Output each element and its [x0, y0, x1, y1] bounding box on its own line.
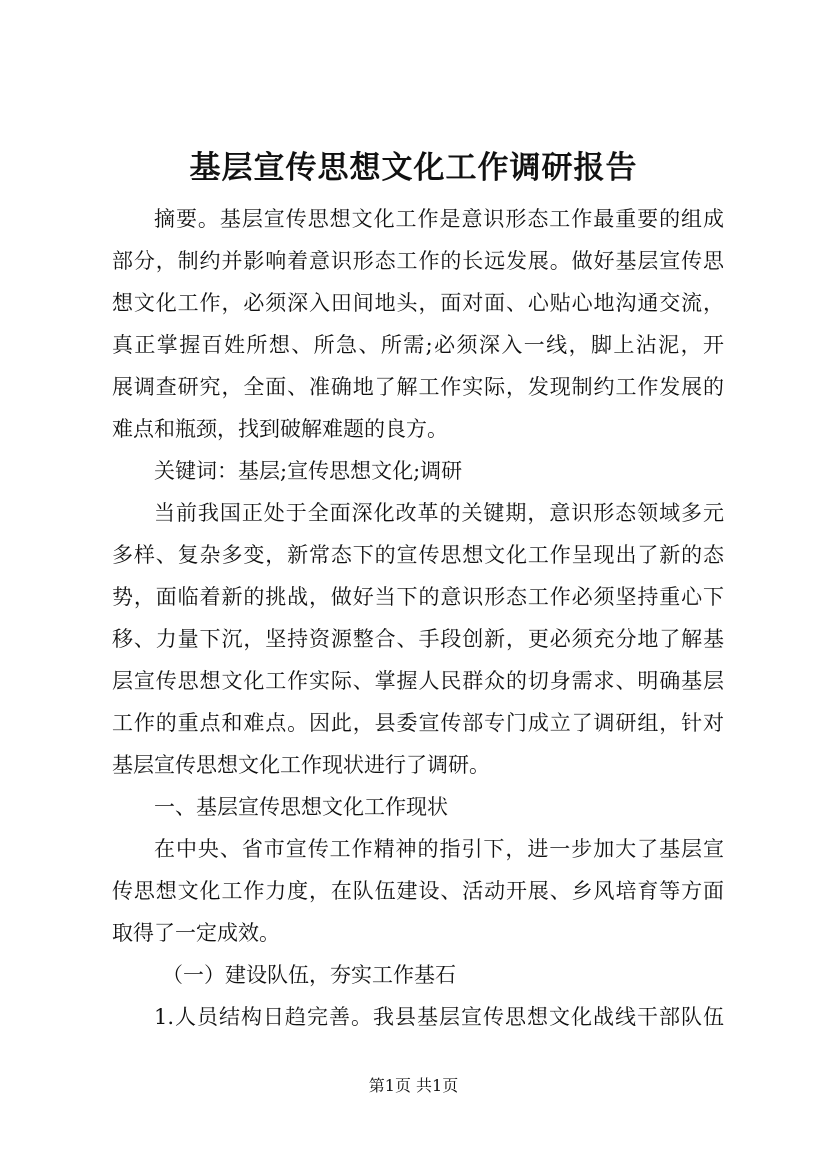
text-line: 真正掌握百姓所想、所急、所需;必须深入一线，脚上沾泥，开: [112, 333, 724, 357]
text-line: 基层宣传思想文化工作现状进行了调研。: [112, 753, 490, 777]
document-title: 基层宣传思想文化工作调研报告: [189, 150, 638, 186]
text-line: 移、力量下沉，坚持资源整合、手段创新，更必须充分地了解基: [112, 627, 724, 651]
text-line: 摘要。基层宣传思想文化工作是意识形态工作最重要的组成: [154, 207, 724, 231]
text-line: 当前我国正处于全面深化改革的关键期，意识形态领域多元: [154, 501, 724, 525]
text-line: 展调查研究，全面、准确地了解工作实际，发现制约工作发展的: [112, 375, 724, 399]
text-line: 层宣传思想文化工作实际、掌握人民群众的切身需求、明确基层: [112, 669, 724, 693]
text-line: 难点和瓶颈，找到破解难题的良方。: [112, 417, 448, 441]
text-line: 部分，制约并影响着意识形态工作的长远发展。做好基层宣传思: [112, 249, 724, 273]
text-line: 传思想文化工作力度，在队伍建设、活动开展、乡风培育等方面: [112, 879, 724, 903]
text-line: 工作的重点和难点。因此，县委宣传部专门成立了调研组，针对: [112, 711, 724, 735]
section-heading: 一、基层宣传思想文化工作现状: [154, 795, 448, 819]
text-line: 1.人员结构日趋完善。我县基层宣传思想文化战线干部队伍: [154, 1005, 724, 1029]
text-line: 取得了一定成效。: [112, 921, 280, 945]
text-line: 想文化工作，必须深入田间地头，面对面、心贴心地沟通交流，: [112, 291, 724, 315]
text-line: 多样、复杂多变，新常态下的宣传思想文化工作呈现出了新的态: [112, 543, 724, 567]
page-number: 第1页 共1页: [368, 1076, 459, 1095]
text-line: 势，面临着新的挑战，做好当下的意识形态工作必须坚持重心下: [112, 585, 724, 609]
keywords-line: 关键词：基层;宣传思想文化;调研: [154, 459, 463, 483]
document-body: [112, 198, 724, 1038]
text-line: 在中央、省市宣传工作精神的指引下，进一步加大了基层宣: [154, 837, 724, 861]
subsection-heading: （一）建设队伍，夯实工作基石: [162, 963, 456, 987]
